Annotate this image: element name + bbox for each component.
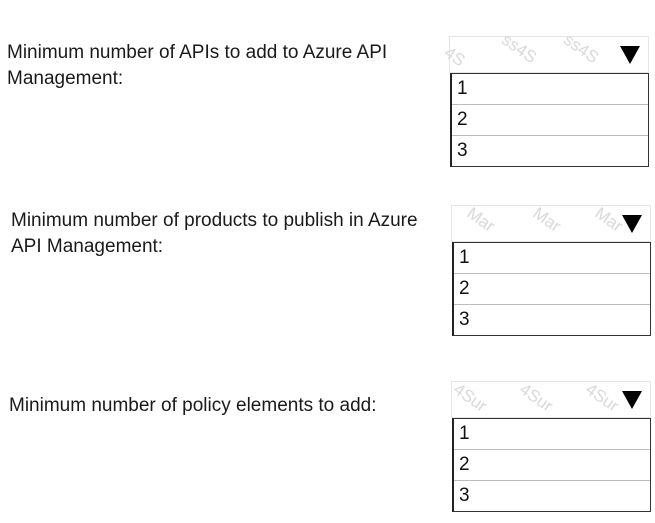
options-list [452, 242, 651, 336]
question-2-dropdown[interactable] [451, 205, 651, 336]
question-1-dropdown[interactable] [440, 29, 649, 167]
watermark-text: Mar [591, 203, 627, 236]
option-3[interactable]: 3 [457, 140, 468, 161]
watermark-text: 4Sur [516, 379, 557, 416]
option-2[interactable]: 2 [454, 274, 650, 305]
watermark-text: ss4S [498, 29, 541, 68]
option-1[interactable]: 1 [454, 419, 650, 450]
option-1[interactable]: 1 [454, 243, 650, 274]
options-list [450, 73, 649, 167]
triangle-down-icon[interactable] [622, 391, 642, 409]
dropdown-header[interactable] [451, 205, 651, 242]
options-list [452, 418, 651, 512]
question-1-label: Minimum number of APIs to add to Azure API Management: [7, 42, 388, 89]
option-3[interactable]: 3 [459, 309, 470, 330]
question-3-label: Minimum number of policy elements to add: [9, 395, 377, 416]
watermark-text: Mar [463, 203, 499, 236]
watermark-text: Mar [529, 203, 565, 236]
option-2[interactable]: 2 [452, 105, 648, 136]
dropdown-header[interactable] [451, 381, 651, 418]
question-2-label: Minimum number of products to publish in Azure API Management: [11, 210, 418, 257]
watermark-text: ss4S [560, 29, 603, 68]
triangle-down-icon[interactable] [622, 215, 642, 233]
option-2[interactable]: 2 [454, 450, 650, 481]
watermark-text: 4Sur [450, 379, 491, 416]
dropdown-header[interactable] [440, 29, 649, 73]
option-3[interactable]: 3 [459, 485, 470, 506]
triangle-down-icon[interactable] [620, 46, 640, 64]
option-1[interactable]: 1 [452, 74, 648, 105]
watermark-text: 4S [440, 42, 469, 71]
question-3-dropdown[interactable] [451, 381, 651, 512]
watermark-text: 4Sur [582, 379, 623, 416]
